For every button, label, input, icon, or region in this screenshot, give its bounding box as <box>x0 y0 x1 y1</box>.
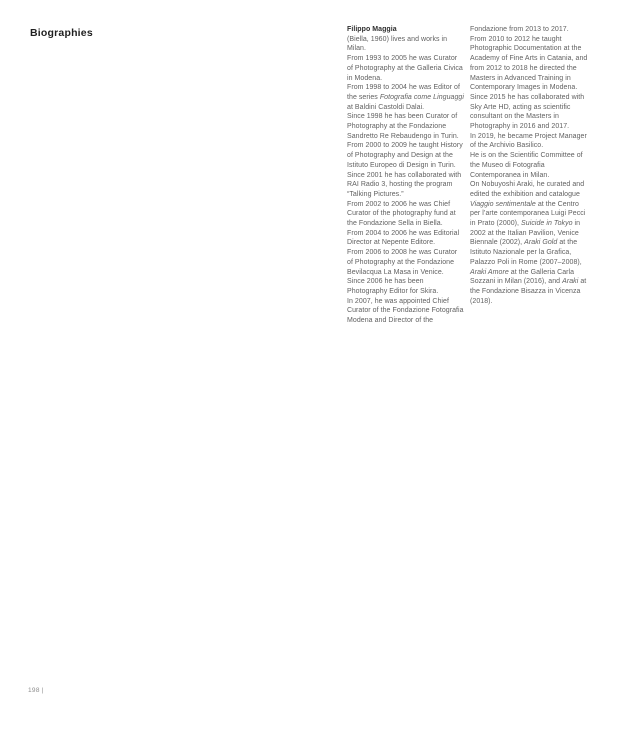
bio-text-segment: Since 2006 he has been <box>347 278 424 286</box>
bio-text-segment: Contemporary Images in Modena. <box>470 84 578 92</box>
bio-text-line <box>347 141 465 151</box>
bio-text-segment: In 2019, he became Project Manager <box>470 132 587 140</box>
bio-text-segment: From 2006 to 2008 he was Curator <box>347 249 458 257</box>
bio-text-segment: Photography Editor for Skira. <box>347 287 439 295</box>
bio-text-segment: From 2010 to 2012 he taught <box>470 35 562 43</box>
bio-text-segment: Since 2015 he has collaborated with <box>470 93 585 101</box>
bio-text-line <box>347 25 465 35</box>
bio-text-segment: of Photography and Design at the <box>347 152 453 160</box>
bio-text-segment: He is on the Scientific Committee of <box>470 152 583 160</box>
bio-text-segment: Photographic Documentation at the <box>470 45 582 53</box>
bio-text-segment: 2002 at the Italian Pavilion, Venice <box>470 229 579 237</box>
bio-text-line <box>347 132 465 142</box>
bio-text-segment: Curator of the photography fund at <box>347 210 456 218</box>
bio-text-segment: consultant on the Masters in <box>470 113 559 121</box>
bio-text-line <box>470 103 595 113</box>
bio-text-segment: Since 2001 he has collaborated with <box>347 171 462 179</box>
bio-text-segment: of Photography at the Galleria Civica <box>347 64 463 72</box>
bio-text-segment: (2018). <box>470 297 493 305</box>
bio-text-segment: edited the exhibition and catalogue <box>470 190 580 198</box>
bio-text-segment: Sandretto Re Rebaudengo in Turin. <box>347 132 459 140</box>
bio-text-line <box>470 83 595 93</box>
bio-text-segment: From 2000 to 2009 he taught History <box>347 142 463 150</box>
bio-text-segment: Istituto Europeo di Design in Turin. <box>347 161 456 169</box>
bio-text-segment: Istituto Nazionale per la Grafica, <box>470 249 572 257</box>
bio-text-segment: at the <box>557 239 578 247</box>
bio-subject-name: Filippo Maggia <box>347 26 397 33</box>
bio-text-segment: Biennale (2002), <box>470 239 525 247</box>
bio-text-line <box>470 64 595 74</box>
bio-text-line <box>470 209 595 219</box>
bio-text-line <box>347 219 465 229</box>
bio-text-line <box>347 277 465 287</box>
bio-text-line <box>470 93 595 103</box>
bio-text-segment: From 1998 to 2004 he was Editor of <box>347 84 460 92</box>
bio-text-segment: From 2004 to 2006 he was Editorial <box>347 229 460 237</box>
bio-text-segment: On Nobuyoshi Araki, he curated and <box>470 181 585 189</box>
bio-text-line <box>347 171 465 181</box>
bio-text-line <box>470 268 595 278</box>
bio-text-line <box>470 141 595 151</box>
bio-text-segment: in Modena. <box>347 74 383 82</box>
bio-text-line <box>470 122 595 132</box>
bio-text-line <box>347 209 465 219</box>
bio-text-segment: Photography in 2016 and 2017. <box>470 123 570 131</box>
bio-text-line <box>470 297 595 307</box>
bio-text-segment: Palazzo Poli in Rome (2007–2008), <box>470 258 582 266</box>
bio-text-segment: at the Centro <box>535 200 579 208</box>
bio-text-line <box>347 238 465 248</box>
page-title: Biographies <box>30 27 93 39</box>
bio-text-line <box>347 112 465 122</box>
bio-text-segment: at Baldini Castoldi Dalai. <box>347 103 425 111</box>
bio-text-line <box>347 103 465 113</box>
bio-text-segment: Araki Gold <box>524 239 558 247</box>
bio-text-line <box>347 83 465 93</box>
bio-text-line <box>347 161 465 171</box>
bio-text-segment: Director at Nepente Editore. <box>347 239 436 247</box>
bio-text-segment: Bevilacqua La Masa in Venice. <box>347 268 444 276</box>
bio-text-line <box>347 229 465 239</box>
bio-text-segment: Araki Amore <box>470 268 509 276</box>
bio-text-line <box>347 180 465 190</box>
bio-text-line <box>347 287 465 297</box>
bio-text-segment: at <box>578 278 587 286</box>
bio-text-segment: the Fondazione Sella in Biella. <box>347 220 443 228</box>
bio-text-line <box>347 316 465 326</box>
bio-text-line <box>470 229 595 239</box>
bio-text-line <box>347 35 465 45</box>
bio-text-segment: Milan. <box>347 45 366 53</box>
bio-text-line <box>347 297 465 307</box>
biography-column-right <box>470 25 595 306</box>
bio-text-line <box>347 64 465 74</box>
bio-text-line <box>347 190 465 200</box>
bio-text-segment: from 2012 to 2018 he directed the <box>470 64 577 72</box>
bio-text-line <box>470 44 595 54</box>
bio-text-segment: Since 1998 he has been Curator of <box>347 113 458 121</box>
bio-text-segment: Masters in Advanced Training in <box>470 74 571 82</box>
biography-column-left <box>347 25 465 326</box>
bio-text-segment: Sky Arte HD, acting as scientific <box>470 103 571 111</box>
bio-text-line <box>347 258 465 268</box>
bio-text-line <box>470 277 595 287</box>
bio-text-line <box>347 306 465 316</box>
bio-text-line <box>347 44 465 54</box>
bio-text-segment: Modena and Director of the <box>347 317 434 325</box>
bio-text-line <box>347 248 465 258</box>
bio-text-line <box>470 25 595 35</box>
bio-text-line <box>470 248 595 258</box>
bio-text-segment: Araki <box>562 278 579 286</box>
bio-text-segment: in <box>572 220 581 228</box>
bio-text-line <box>347 200 465 210</box>
bio-text-segment: the Museo di Fotografia <box>470 161 545 169</box>
bio-text-segment: Fotografia come Linguaggi <box>379 93 464 101</box>
bio-text-line <box>470 132 595 142</box>
bio-text-line <box>347 74 465 84</box>
bio-text-segment: the series <box>347 93 380 101</box>
bio-text-line <box>347 268 465 278</box>
bio-text-segment: per l’arte contemporanea Luigi Pecci <box>470 210 586 218</box>
bio-text-line <box>470 112 595 122</box>
bio-text-line <box>470 238 595 248</box>
bio-text-line <box>347 54 465 64</box>
bio-text-line <box>470 161 595 171</box>
bio-text-segment: of the Archivio Basilico. <box>470 142 544 150</box>
page-number: 198 | <box>28 687 44 694</box>
bio-text-segment: “Talking Pictures.” <box>347 190 404 198</box>
bio-text-segment: at the Galleria Carla <box>508 268 575 276</box>
bio-text-line <box>347 93 465 103</box>
bio-text-segment: Photography at the Fondazione <box>347 123 447 131</box>
bio-text-segment: From 2002 to 2006 he was Chief <box>347 200 451 208</box>
bio-text-segment: (Biella, 1960) lives and works in <box>347 35 448 43</box>
bio-text-segment: From 1993 to 2005 he was Curator <box>347 55 458 63</box>
bio-text-segment: in Prato (2000), <box>470 220 522 228</box>
bio-text-line <box>347 122 465 132</box>
bio-text-segment: Curator of the Fondazione Fotografia <box>347 307 464 315</box>
bio-text-line <box>470 200 595 210</box>
bio-text-line <box>470 171 595 181</box>
bio-text-line <box>470 54 595 64</box>
bio-text-segment: of Photography at the Fondazione <box>347 258 455 266</box>
bio-text-segment: In 2007, he was appointed Chief <box>347 297 449 305</box>
bio-text-segment: RAI Radio 3, hosting the program <box>347 181 453 189</box>
bio-text-line <box>470 180 595 190</box>
bio-text-segment: Fondazione from 2013 to 2017. <box>470 26 569 33</box>
bio-text-segment: Academy of Fine Arts in Catania, and <box>470 55 588 63</box>
bio-text-line <box>470 258 595 268</box>
bio-text-segment: Suicide in Tokyo <box>521 220 573 228</box>
bio-text-segment: Contemporanea in Milan. <box>470 171 550 179</box>
bio-text-line <box>347 151 465 161</box>
bio-text-segment: Viaggio sentimentale <box>470 200 536 208</box>
bio-text-line <box>470 74 595 84</box>
bio-text-line <box>470 287 595 297</box>
bio-text-segment: the Fondazione Bisazza in Vicenza <box>470 287 581 295</box>
bio-text-segment: Sozzani in Milan (2016), and <box>470 278 563 286</box>
bio-text-line <box>470 151 595 161</box>
bio-text-line <box>470 190 595 200</box>
bio-text-line <box>470 219 595 229</box>
bio-text-line <box>470 35 595 45</box>
